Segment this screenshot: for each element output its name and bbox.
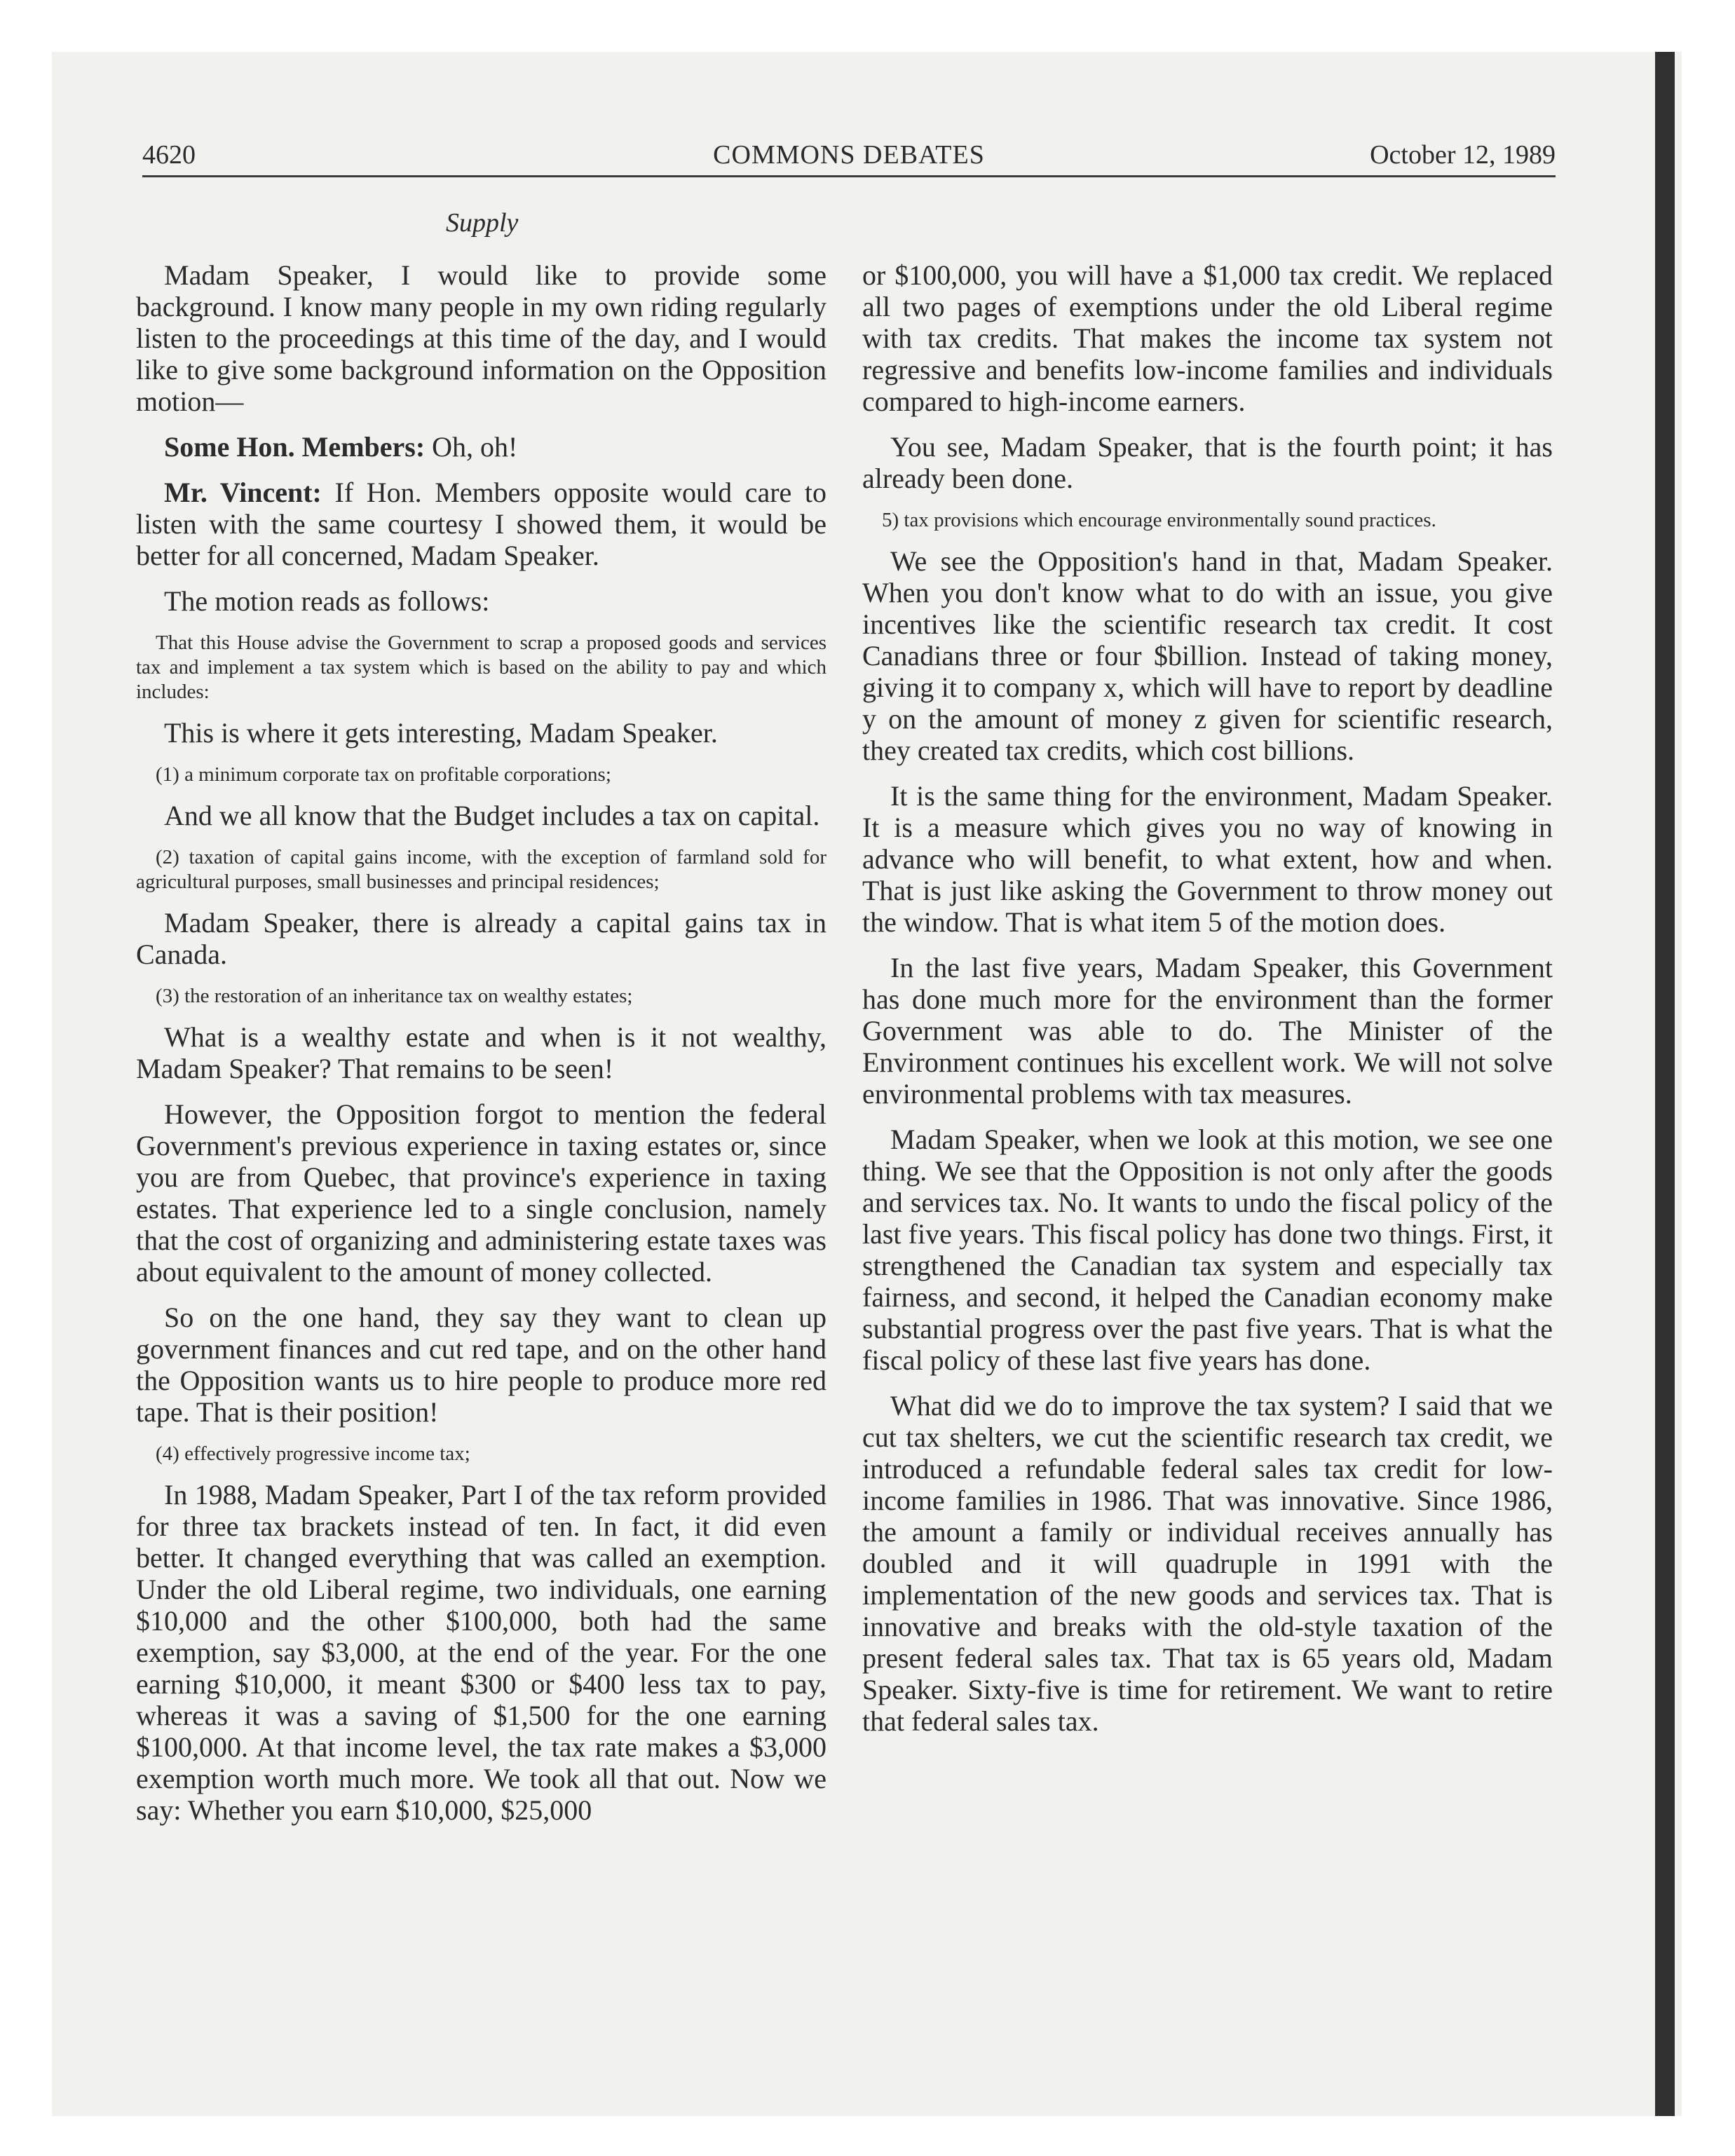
body-paragraph (862, 1390, 1553, 1737)
paragraph-text: Madam Speaker, I would like to provide some background. I know many people in my own riding regularly listen to the proceedings at this time of the day, and I would like to give some background information on the Opposition motion— (136, 259, 826, 417)
paragraph-text: However, the Opposition forgot to mention the federal Government's previous experience in taxing estates or, since you are from Quebec, that province's experience in taxing estates. That experience led to a single conclusion, namely that the cost of organizing and administering estate taxes was about equivalent to the amount of money collected. (136, 1098, 826, 1288)
body-paragraph (136, 1021, 826, 1084)
left-column (136, 259, 826, 1840)
binding-edge (1655, 52, 1675, 2116)
quoted-motion-text: (4) effectively progressive income tax; (156, 1442, 470, 1465)
paragraph-text: What did we do to improve the tax system? I said that we cut tax shelters, we cut the scientific research tax credit, we introduced a refundable federal sales tax credit for low-income families in 1986. That was innovative. Since 1986, the amount a family or individual receives annually has doubled and it will quadruple in 1991 with the implementation of the new goods and services tax. That is innovative and breaks with the old-style taxation of the present federal sales tax. That tax is 65 years old, Madam Speaker. Sixty-five is time for retirement. We want to retire that federal sales tax. (862, 1390, 1553, 1737)
page-header (142, 137, 1556, 174)
paragraph-text: Madam Speaker, there is already a capital gains tax in Canada. (136, 907, 826, 970)
paragraph-text: Madam Speaker, when we look at this motion, we see one thing. We see that the Opposition is not only after the goods and services tax. No. It wants to undo the fiscal policy of the last five years. This fiscal policy has done two things. First, it strengthened the Canadian tax system and especially tax fairness, and second, it helped the Canadian economy make substantial progress over the past five years. That is what the fiscal policy of these last five years has done. (862, 1124, 1553, 1376)
section-title: Supply (446, 208, 519, 238)
body-paragraph (136, 1302, 826, 1428)
body-paragraph (862, 952, 1553, 1110)
body-paragraph (862, 259, 1553, 417)
paragraph-text: Oh, oh! (432, 431, 518, 463)
quoted-motion-text: That this House advise the Government to scrap a proposed goods and services tax and implement a tax system which is based on the ability to pay and which includes: (136, 632, 826, 703)
paragraph-text: In the last five years, Madam Speaker, this Government has done much more for the environment than the former Government was able to do. The Minister of the Environment continues his excellent work. We will not solve environmental problems with tax measures. (862, 952, 1553, 1110)
quoted-motion-text: (1) a minimum corporate tax on profitable corporations; (156, 763, 611, 786)
page-number: 4620 (142, 140, 196, 170)
body-paragraph (136, 259, 826, 417)
paragraph-text: It is the same thing for the environment, Madam Speaker. It is a measure which gives you no way of knowing in advance who will benefit, to what extent, how and when. That is just like asking the Government to throw money out the window. That is what item 5 of the motion does. (862, 780, 1553, 938)
quoted-motion-text: 5) tax provisions which encourage environmentally sound practices. (882, 509, 1436, 531)
body-paragraph (862, 1124, 1553, 1376)
paragraph-text: The motion reads as follows: (164, 585, 490, 617)
paragraph-text: This is where it gets interesting, Madam Speaker. (164, 717, 718, 749)
body-paragraph (136, 1098, 826, 1288)
body-paragraph (136, 1479, 826, 1826)
paragraph-text: What is a wealthy estate and when is it not wealthy, Madam Speaker? That remains to be seen! (136, 1021, 826, 1084)
paragraph-text: or $100,000, you will have a $1,000 tax credit. We replaced all two pages of exemptions under the old Liberal regime with tax credits. That makes the income tax system not regressive and benefits low-income families and individuals compared to high-income earners. (862, 259, 1553, 417)
paragraph-text: We see the Opposition's hand in that, Madam Speaker. When you don't know what to do with an issue, you give incentives like the scientific research tax credit. It cost Canadians three or four $billion. Instead of taking money, giving it to company x, which will have to report by deadline y on the amount of money z given for scientific research, they created tax credits, which cost billions. (862, 545, 1553, 766)
publication-title: COMMONS DEBATES (713, 140, 985, 170)
quoted-motion-text: (2) taxation of capital gains income, with the exception of farmland sold for agricultural purposes, small businesses and principal residences; (136, 846, 826, 893)
body-paragraph (136, 800, 826, 831)
speaker-name: Mr. Vincent: (164, 477, 322, 508)
paragraph-text: In 1988, Madam Speaker, Part I of the tax reform provided for three tax brackets instead of ten. In fact, it did even better. It changed everything that was called an exemption. Under the old Liberal regime, two individuals, one earning $10,000 and the other $100,000, both had the same exemption, say $3,000, at the end of the year. For the one earning $10,000, it meant $300 or $400 less tax to pay, whereas it was a saving of $1,500 for the one earning $100,000. At that income level, the tax rate makes a $3,000 exemption worth much more. We took all that out. Now we say: Whether you earn $10,000, $25,000 (136, 1479, 826, 1826)
speaker-paragraph (136, 431, 826, 463)
body-paragraph (136, 907, 826, 970)
quoted-motion-text: (3) the restoration of an inheritance tax on wealthy estates; (156, 985, 633, 1007)
body-paragraph (862, 545, 1553, 766)
body-paragraph (862, 431, 1553, 494)
body-paragraph (136, 585, 826, 617)
header-date: October 12, 1989 (1370, 140, 1556, 170)
paragraph-text: If Hon. Members opposite would care to listen with the same courtesy I showed them, it would be better for all concerned, Madam Speaker. (136, 477, 826, 571)
speaker-name: Some Hon. Members: (164, 431, 426, 463)
paragraph-text: You see, Madam Speaker, that is the fourth point; it has already been done. (862, 431, 1553, 494)
speaker-paragraph (136, 477, 826, 571)
header-rule (142, 175, 1556, 177)
paragraph-text: And we all know that the Budget includes a tax on capital. (164, 800, 820, 831)
body-paragraph (862, 780, 1553, 938)
paragraph-text: So on the one hand, they say they want to clean up government finances and cut red tape, and on the other hand the Opposition wants us to hire people to produce more red tape. That is their position! (136, 1302, 826, 1428)
right-column (862, 259, 1553, 1751)
body-paragraph (136, 717, 826, 749)
